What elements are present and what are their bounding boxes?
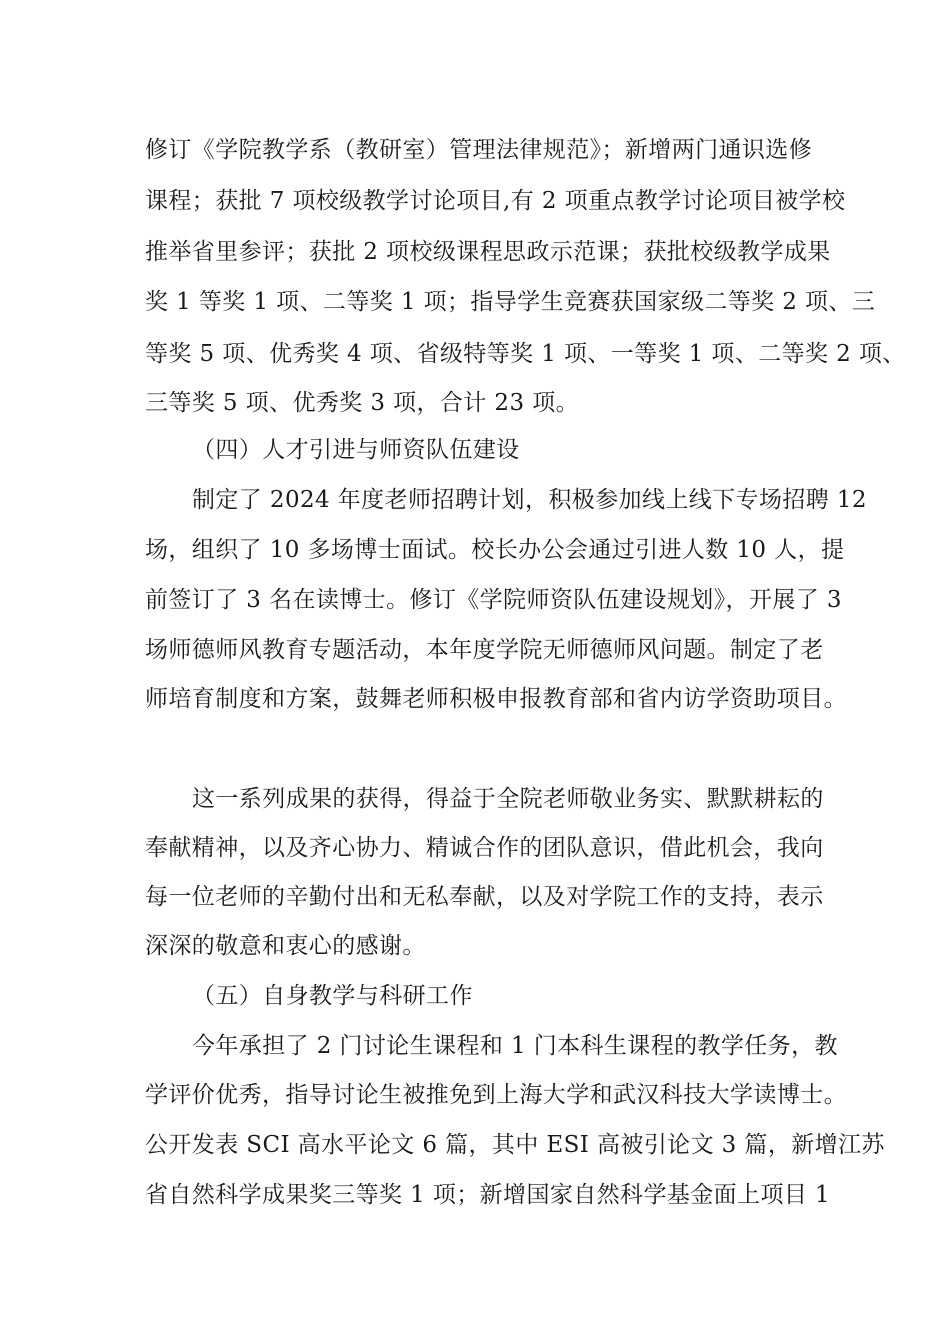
text-line: 学评价优秀，指导讨论生被推免到上海大学和武汉科技大学读博士。 xyxy=(145,1082,847,1108)
text-line: 这一系列成果的获得，得益于全院老师敬业务实、默默耕耘的 xyxy=(192,786,824,812)
text-line: 师培育制度和方案，鼓舞老师积极申报教育部和省内访学资助项目。 xyxy=(145,686,847,712)
text-line: 奉献精神，以及齐心协力、精诚合作的团队意识，借此机会，我向 xyxy=(145,835,824,861)
text-line: 修订《学院教学系（教研室）管理法律规范》；新增两门通识选修 xyxy=(145,137,813,163)
text-line: 制定了 2024 年度老师招聘计划，积极参加线上线下专场招聘 12 xyxy=(192,487,867,513)
section-heading: （五）自身教学与科研工作 xyxy=(192,983,473,1009)
text-line: 场师德师风教育专题活动，本年度学院无师德师风问题。制定了老 xyxy=(145,637,824,663)
text-line: 课程；获批 7 项校级教学讨论项目,有 2 项重点教学讨论项目被学校 xyxy=(145,188,846,214)
text-line: 场，组织了 10 多场博士面试。校长办公会通过引进人数 10 人，提 xyxy=(145,537,845,563)
text-line: 前签订了 3 名在读博士。修订《学院师资队伍建设规划》，开展了 3 xyxy=(145,587,842,613)
text-line: 省自然科学成果奖三等奖 1 项；新增国家自然科学基金面上项目 1 xyxy=(145,1182,830,1208)
text-line: 公开发表 SCI 高水平论文 6 篇，其中 ESI 高被引论文 3 篇，新增江苏 xyxy=(145,1132,885,1158)
text-line: 推举省里参评；获批 2 项校级课程思政示范课；获批校级教学成果 xyxy=(145,239,831,265)
text-line: 等奖 5 项、优秀奖 4 项、省级特等奖 1 项、一等奖 1 项、二等奖 2 项、 xyxy=(145,341,906,367)
text-line: 今年承担了 2 门讨论生课程和 1 门本科生课程的教学任务，教 xyxy=(192,1033,838,1059)
text-line: 奖 1 等奖 1 项、二等奖 1 项；指导学生竞赛获国家级二等奖 2 项、三 xyxy=(145,289,876,315)
text-line: 深深的敬意和衷心的感谢。 xyxy=(145,933,426,959)
section-heading: （四）人才引进与师资队伍建设 xyxy=(192,437,520,463)
text-line: 每一位老师的辛勤付出和无私奉献，以及对学院工作的支持，表示 xyxy=(145,884,824,910)
text-line: 三等奖 5 项、优秀奖 3 项，合计 23 项。 xyxy=(145,390,579,416)
